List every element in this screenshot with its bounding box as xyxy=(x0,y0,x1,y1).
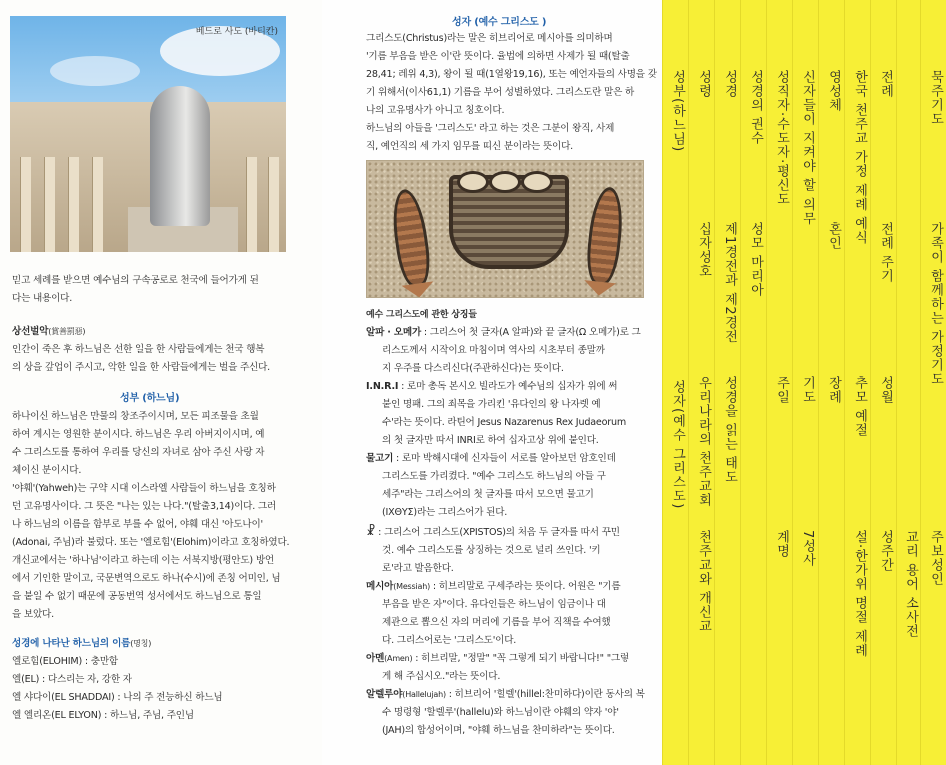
text-line: 리스도께서 시작이요 마침이며 역사의 시초부터 종말까 xyxy=(382,345,605,356)
text-line: 제관으로 뽑으신 자의 머리에 기름을 부어 직책을 수여했 xyxy=(382,617,611,628)
tab-item-label: 전례 xyxy=(878,70,893,98)
text-line: (Adonai, 주님)라 불렀다. 또는 '엘로힘'(Elohim)이라고 호칭하였다. xyxy=(12,537,290,548)
father-heading: 성부 (하느님) xyxy=(120,393,180,404)
chi-rho-icon: ☧ xyxy=(366,524,376,538)
tab-duties[interactable] xyxy=(792,0,819,765)
tab-item-label: 주보성인 xyxy=(928,530,943,586)
tab-item-label: 설·한가위 명절 제례 xyxy=(852,530,867,658)
text-line: 개신교에서는 '하나님'이라고 하는데 이는 서북지방(평안도) 방언 xyxy=(12,555,274,566)
text-line: : 로마 총독 본시오 빌라도가 예수님의 십자가 위에 써 xyxy=(398,381,618,392)
son-body xyxy=(366,30,657,156)
tab-item-label: 교리 용어 소사전 xyxy=(903,530,918,639)
symbol-note: (Messiah) xyxy=(393,582,431,591)
symbol-messiah xyxy=(366,578,656,650)
tab-glossary[interactable] xyxy=(896,0,921,765)
name-item: 엘 샤다이(EL SHADDAI) : 나의 주 전능하신 하느님 xyxy=(12,692,223,703)
tab-item-label: 묵주기도 xyxy=(928,70,943,126)
text-line: (ΙΧΘΥΣ)라는 그리스어가 된다. xyxy=(382,507,508,518)
symbol-note: (Hallelujah) xyxy=(402,690,446,699)
tab-trinity[interactable] xyxy=(662,0,689,765)
symbol-term: 아멘 xyxy=(366,653,385,664)
text-line: : 그리스어 그리스도(XPISTOS)의 처음 두 글자를 따서 꾸민 xyxy=(375,527,620,538)
text-line: 로'라고 발음한다. xyxy=(382,563,454,574)
sangseon-section xyxy=(12,323,270,377)
tab-item-label: 혼인 xyxy=(826,222,841,250)
tab-liturgy[interactable] xyxy=(870,0,897,765)
tab-bible[interactable] xyxy=(714,0,741,765)
text-line: : 히브리말, "정말" "꼭 그렇게 되기 바랍니다!" "그렇 xyxy=(412,653,630,664)
tab-item-label: 성령 xyxy=(696,70,711,98)
text-line: '야훼'(Yahweh)는 구약 시대 이스라엘 사람들이 하느님을 호칭하 xyxy=(12,483,276,494)
tab-item-label: 십자성호 xyxy=(696,222,711,278)
symbol-inri xyxy=(366,378,656,450)
text-line: 그리스도(Christus)라는 말은 히브리어로 메시아를 의미하며 xyxy=(366,33,613,44)
tab-holy-spirit[interactable] xyxy=(688,0,715,765)
tab-item-label: 성모 마리아 xyxy=(748,222,763,298)
name-item: 엘(EL) : 다스리는 자, 강한 자 xyxy=(12,674,132,685)
text-line: 게 해 주십시오."라는 뜻이다. xyxy=(382,671,501,682)
index-tabs xyxy=(662,0,946,765)
text-line: 것. 예수 그리스도를 상징하는 것으로 널리 쓰인다. '키 xyxy=(382,545,601,556)
text-line: 붙인 명패. 그의 죄목을 가리킨 '유다인의 왕 나자렛 예 xyxy=(382,399,601,410)
tab-item-label: 계명 xyxy=(774,530,789,558)
tab-item-label: 제1경전과 제2경전 xyxy=(722,222,737,344)
symbol-term: 메시아 xyxy=(366,581,394,592)
tab-item-label: 성자(예수 그리스도) xyxy=(670,380,685,510)
tab-item-label: 성경의 권수 xyxy=(748,70,763,146)
text-line: 하여 계시는 영원한 분이시다. 하느님은 우리 아버지이시며, 예 xyxy=(12,429,265,440)
tab-item-label: 추모 예절 xyxy=(852,376,867,438)
symbol-term: 알렐루야 xyxy=(366,689,403,700)
symbols-heading: 예수 그리스도에 관한 상징들 xyxy=(366,310,477,320)
tab-item-label: 성월 xyxy=(878,376,893,404)
tab-item-label: 가족이 함께하는 가정기도 xyxy=(928,222,943,387)
text-line: (JAH)의 합성어이며, "야훼 하느님을 찬미하라"는 뜻이다. xyxy=(382,725,615,736)
sangseon-heading: 상선벌악 xyxy=(12,326,49,337)
tab-item-label: 성경 xyxy=(722,70,737,98)
text-line: 하나이신 하느님은 만물의 창조주이시며, 모든 피조물을 초월 xyxy=(12,411,259,422)
son-heading: 성자 (예수 그리스도 ) xyxy=(452,17,547,28)
text-line: 의 상을 갚업이 주시고, 악한 일을 한 사람들에게는 벌을 주신다. xyxy=(12,362,271,373)
text-line: 에서 기인한 말이고, 국문변역으로도 하나(수시)에 존칭 어미인, 님 xyxy=(12,573,281,584)
statue-figure xyxy=(150,86,210,226)
text-line: 부음을 받은 자"이다. 유다인들은 하느님이 임금이나 대 xyxy=(382,599,606,610)
symbol-alpha-omega xyxy=(366,324,656,378)
names-section xyxy=(12,635,222,725)
tab-item-label: 천주교와 개신교 xyxy=(696,530,711,634)
tab-item-label: 성경을 읽는 태도 xyxy=(722,376,737,485)
tab-item-label: 신자들이 지켜야 할 의무 xyxy=(800,70,815,226)
text-line: 체이신 분이시다. xyxy=(12,465,82,476)
middle-page xyxy=(322,0,662,765)
tab-item-label: 장례 xyxy=(826,376,841,404)
symbol-hallelujah xyxy=(366,686,656,740)
fish-right xyxy=(584,186,626,287)
text-line: '기름 부음을 받은 이'란 뜻이다. 율법에 의하면 사제가 될 때(탈출 xyxy=(366,51,630,62)
symbol-amen xyxy=(366,650,656,686)
sangseon-hanja: (賞善罰惡) xyxy=(48,327,86,336)
tab-item-label: 전례 주기 xyxy=(878,222,893,284)
tab-item-label: 성직자·수도자·평신도 xyxy=(774,70,789,207)
text-line: 을 붙일 수 없기 때문에 공동번역 성서에서도 하느님으로 통일 xyxy=(12,591,262,602)
photo-caption: 베드로 사도 (바티칸) xyxy=(195,27,278,37)
tab-item-label: 7성사 xyxy=(800,530,815,568)
symbol-note: (Amen) xyxy=(384,654,413,663)
text-line: : 로마 박해시대에 신자들이 서로를 알아보던 암호인데 xyxy=(393,453,616,464)
text-line: 의 첫 글자만 따서 INRI로 하여 십자고상 위에 붙인다. xyxy=(382,435,599,446)
text-line: 28,41; 레위 4,3), 왕이 될 때(1열왕19,16), 또는 예언자들의 사명을 갖 xyxy=(366,69,657,80)
tab-item-label: 기도 xyxy=(800,376,815,404)
text-line: 직, 예언직의 세 가지 임무를 띠신 분이라는 뜻이다. xyxy=(366,141,573,152)
bread-basket xyxy=(449,175,569,269)
tab-family-rites[interactable] xyxy=(844,0,871,765)
text-line: 기 위해서(이사61,1) 기름을 부어 성별하였다. 그리스도란 말은 하 xyxy=(366,87,635,98)
symbol-term: I.N.R.I xyxy=(366,381,399,392)
tab-item-label: 주일 xyxy=(774,376,789,404)
text-line: 을 보았다. xyxy=(12,609,54,620)
text-line: 그리스도를 가리켰다. "예수 그리스도 하느님의 아들 구 xyxy=(382,471,606,482)
text-line: 나 하느님의 이름을 함부로 부를 수 없어, 야훼 대신 '아도나이' xyxy=(12,519,263,530)
tab-communion[interactable] xyxy=(818,0,845,765)
text-line: 지 우주를 다스리신다(주관하신다)는 뜻이다. xyxy=(382,363,564,374)
text-line: 믿고 세례를 받으면 예수님의 구속공로로 천국에 들어가게 된 xyxy=(12,275,259,286)
text-line: : 히브리말로 구세주라는 뜻이다. 어원은 "기름 xyxy=(430,581,621,592)
symbol-term: 물고기 xyxy=(366,453,394,464)
saint-peter-photo xyxy=(10,16,286,252)
names-heading-note: (명칭) xyxy=(130,639,152,648)
text-line: 수'라는 뜻이다. 라틴어 Jesus Nazarenus Rex Judaeorum xyxy=(382,417,627,428)
tab-prayers[interactable] xyxy=(920,0,946,765)
tab-clergy[interactable] xyxy=(766,0,793,765)
tab-item-label: 성부(하느님) xyxy=(670,70,685,153)
tab-item-label: 영성체 xyxy=(826,70,841,112)
text-line: 던 고유명사이다. 그 뜻은 "나는 있는 나다."(탈출3,14)이다. 그러 xyxy=(12,501,277,512)
text-line: 수 명령형 '할렐루'(hallelu)와 하느님이란 야훼의 약자 '야' xyxy=(382,707,619,718)
symbol-fish xyxy=(366,450,656,522)
text-line: 수 그리스도를 통하여 우리를 당신의 자녀로 삼아 주신 사랑 자 xyxy=(12,447,265,458)
tab-item-label: 성주간 xyxy=(878,530,893,572)
text-line: 나의 고유명사가 아니고 칭호이다. xyxy=(366,105,505,116)
text-line: 다는 내용이다. xyxy=(12,293,73,304)
father-body xyxy=(12,408,289,624)
name-item: 엘로힘(ELOHIM) : 충만함 xyxy=(12,656,118,667)
tab-bible-books[interactable] xyxy=(740,0,767,765)
name-item: 엘 엘리온(EL ELYON) : 하느님, 주님, 주인님 xyxy=(12,710,194,721)
text-line: : 그리스어 첫 글자(Α 알파)와 끝 글자(Ω 오메가)로 그 xyxy=(421,327,641,338)
fish-left xyxy=(388,187,433,288)
text-line: 다. 그리스어로는 '그리스도'이다. xyxy=(382,635,517,646)
tab-item-label: 우리나라의 천주교회 xyxy=(696,376,711,508)
text-line: 하느님의 아들을 '그리스도' 라고 하는 것은 그분이 왕직, 사제 xyxy=(366,123,615,134)
tab-item-label: 한국 천주교 가정 제례 예식 xyxy=(852,70,867,245)
text-line: 인간이 죽은 후 하느님은 선한 일을 한 사람들에게는 천국 행복 xyxy=(12,344,265,355)
symbol-term: 알파 · 오메가 xyxy=(366,327,422,338)
symbols-list xyxy=(366,324,656,740)
names-heading: 성경에 나타난 하느님의 이름 xyxy=(12,638,131,649)
intro-text xyxy=(12,272,259,308)
text-line: : 히브리어 '힐렐'(hillel:찬미하다)이란 동사의 복 xyxy=(445,689,645,700)
left-page xyxy=(0,0,323,765)
loaves-and-fishes-mosaic xyxy=(366,160,644,298)
text-line: 세주"라는 그리스어의 첫 글자를 따서 모으면 물고기 xyxy=(382,489,594,500)
symbol-chi-rho xyxy=(366,522,656,578)
